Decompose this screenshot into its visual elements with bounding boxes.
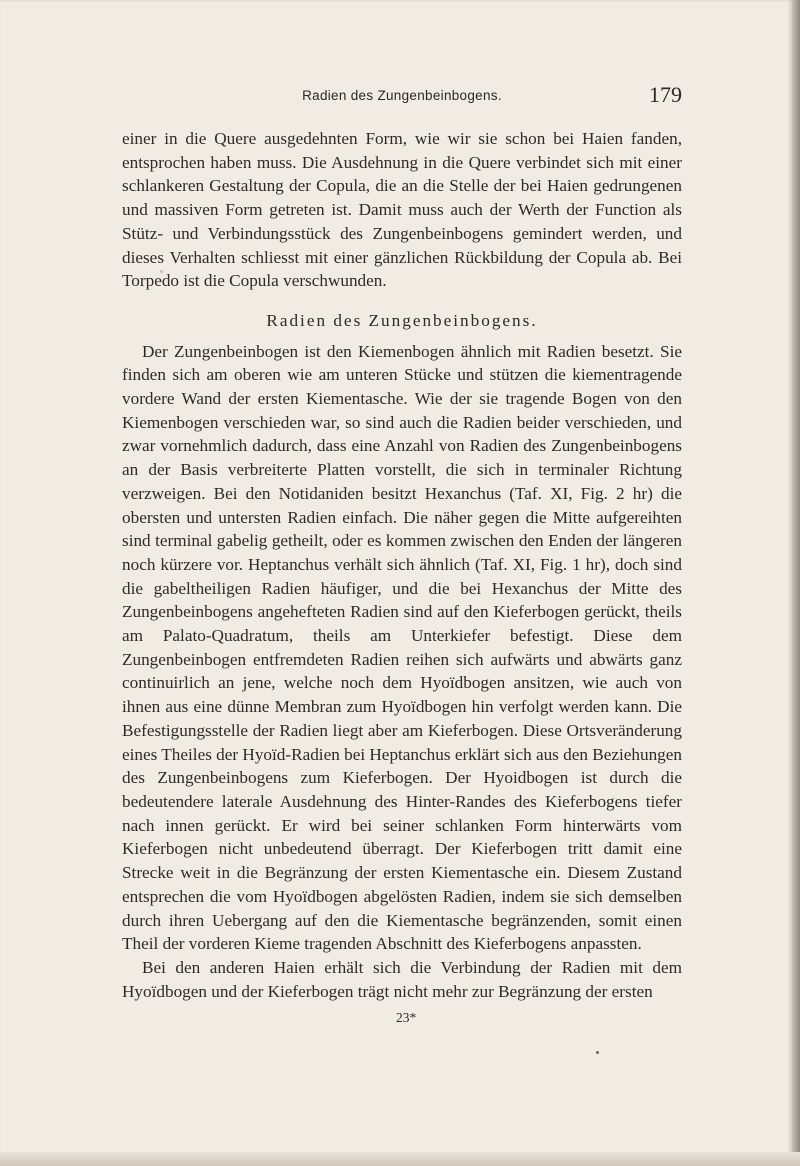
running-head bbox=[122, 80, 682, 108]
section-heading: Radien des Zungenbeinbogens. bbox=[266, 310, 538, 330]
ink-speck bbox=[596, 1051, 599, 1054]
paragraph: einer in die Quere ausgedehnten Form, wie wir sie schon bei Haien fanden, entsprochen haben muss. Die Ausdehnung in die Quere verbindet sich mit einer schlankeren Gestaltung der Copula, die an die Stelle der bei Haien gedrungenen und massiven Form getreten ist. Damit muss auch der Werth der Function als Stütz- und Verbindungsstück des Zungenbeinbogens gemindert werden, und dieses Verhalten schliesst mit einer gänzlichen Rückbildung der Copula ab. Bei Torpedo ist die Copula verschwunden. bbox=[122, 129, 682, 291]
paragraph: Bei den anderen Haien erhält sich die Verbindung der Radien mit dem Hyoïdbogen und der Kieferbogen trägt nicht mehr zur Begränzung der ersten bbox=[122, 957, 682, 1001]
ink-speck bbox=[160, 270, 163, 273]
page-edge bbox=[792, 0, 800, 1166]
signature-mark-text: 23* bbox=[396, 1010, 417, 1025]
page-number: 179 bbox=[649, 82, 682, 107]
body-text bbox=[122, 127, 682, 1003]
scan-bottom-edge bbox=[0, 1152, 800, 1166]
running-title: Radien des Zungenbeinbogens. bbox=[302, 88, 502, 103]
paragraph: Der Zungenbeinbogen ist den Kiemenbogen ähnlich mit Radien besetzt. Sie finden sich am oberen wie am unteren Stücke und stützen die kiementragende vordere Wand der ersten Kiementasche. Wie der sie tragende Bogen von den Kiemenbogen verschieden war, so sind auch die Radien beider verschieden, und zwar vornehmlich dadurch, dass eine Anzahl von Radien des Zungenbeinbogens an der Basis verbreiterte Platten vorstellt, die sich in terminaler Richtung verzweigen. Bei den Notidaniden besitzt Hexanchus (Taf. XI, Fig. 2 hr) die obersten und untersten Radien einfach. Die näher gegen die Mitte aufgereihten sind terminal gabelig getheilt, oder es kommen zwischen den Enden der längeren noch kürzere vor. Heptanchus verhält sich ähnlich (Taf. XI, Fig. 1 hr), doch sind die gabeltheiligen Radien häufiger, und die bei Hexanchus der Mitte des Zungenbeinbogens angehefteten Radien sind auf den Kieferbogen gerückt, theils am Palato-Quadratum, theils am Unterkiefer befestigt. Diese dem Zungenbeinbogen entfremdeten Radien reihen sich aufwärts und abwärts ganz continuirlich an jene, welche noch dem Hyoïdbogen ansitzen, wie auch von ihnen aus eine dünne Membran zum Hyoïdbogen hin verfolgt werden kann. Die Befestigungsstelle der Radien liegt aber am Kieferbogen. Diese Ortsveränderung eines Theiles der Hyoïd-Radien bei Heptanchus erklärt sich aus den Beziehungen des Zungenbeinbogens zum Kieferbogen. Der Hyoidbogen ist durch die bedeutendere laterale Ausdehnung des Hinter-Randes des Kieferbogens tiefer nach innen gerückt. Er wird bei seiner schlanken Form hinterwärts vom Kieferbogen nicht unbedeutend überragt. Der Kieferbogen tritt damit eine Strecke weit in die Begränzung der ersten Kiementasche ein. Diesem Zustand entsprechen die vom Hyoïdbogen abgelösten Radien, indem sie sich demselben durch ihren Uebergang auf den die Kiementasche begränzenden, somit einen Theil der vorderen Kieme tragenden Abschnitt des Kieferbogens anpassten. bbox=[122, 341, 683, 954]
